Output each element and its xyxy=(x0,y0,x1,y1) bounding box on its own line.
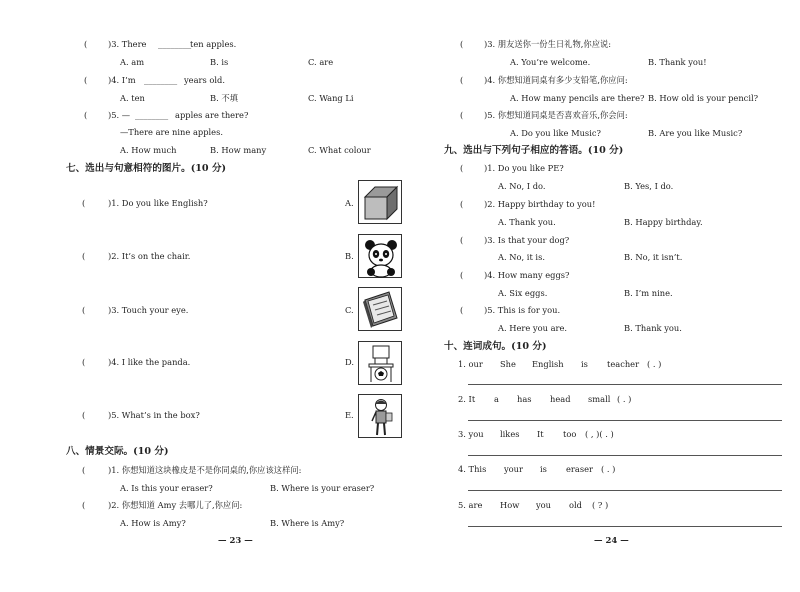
answer-paren[interactable]: ( xyxy=(82,305,86,315)
option-a[interactable]: A. No, I do. xyxy=(498,181,546,191)
answer-paren[interactable]: ( xyxy=(460,305,464,315)
answer-paren[interactable]: ( xyxy=(460,235,464,245)
question-text: years old. xyxy=(184,75,226,85)
page-number: — 23 — xyxy=(218,536,253,546)
word-item: has xyxy=(517,394,532,404)
question-number: )3. There xyxy=(108,39,147,49)
word-item: too xyxy=(563,429,577,439)
question-text: )1. 你想知道这块橡皮是不是你同桌的,你应该这样问: xyxy=(108,465,302,475)
panda-icon[interactable] xyxy=(358,234,402,278)
section-title: 十、连词成句。(10 分) xyxy=(444,341,547,352)
question-text: )4. 你想知道同桌有多少支铅笔,你应问: xyxy=(484,75,628,85)
option-b[interactable]: B. How old is your pencil? xyxy=(648,93,759,103)
question-text: )3. Touch your eye. xyxy=(108,305,189,315)
question-text: apples are there? xyxy=(175,110,249,120)
word-item: likes xyxy=(500,429,520,439)
option-a[interactable]: A. How much xyxy=(120,145,177,155)
question-line2: —There are nine apples. xyxy=(120,127,223,137)
word-item: is xyxy=(581,359,588,369)
option-a[interactable]: A. Thank you. xyxy=(498,217,556,227)
answer-paren[interactable]: ( xyxy=(82,198,86,208)
option-b[interactable]: B. No, it isn’t. xyxy=(624,252,683,262)
question-text: )5. 你想知道同桌是否喜欢音乐,你会问: xyxy=(484,110,628,120)
word-item: small xyxy=(588,394,611,404)
question-number: )5. — xyxy=(108,110,131,120)
option-a[interactable]: A. How is Amy? xyxy=(120,518,186,528)
word-item: ( . ) xyxy=(601,464,616,474)
question-number: )4. I’m xyxy=(108,75,136,85)
answer-paren[interactable]: ( xyxy=(82,410,86,420)
word-item: old xyxy=(569,500,582,510)
option-a[interactable]: A. You’re welcome. xyxy=(510,57,591,67)
picture-letter: D. xyxy=(345,357,354,367)
word-item: is xyxy=(540,464,547,474)
section-title: 八、情景交际。(10 分) xyxy=(66,446,169,457)
answer-paren[interactable]: ( xyxy=(460,199,464,209)
word-item: teacher xyxy=(607,359,640,369)
question-text: )2. It’s on the chair. xyxy=(108,251,191,261)
option-b[interactable]: B. is xyxy=(210,57,229,67)
fill-blank[interactable]: ________ xyxy=(158,39,192,49)
option-a[interactable]: A. ten xyxy=(120,93,145,103)
word-item: She xyxy=(500,359,516,369)
option-a[interactable]: A. Six eggs. xyxy=(498,288,548,298)
question-text: ten apples. xyxy=(190,39,237,49)
fill-blank[interactable]: ________ xyxy=(144,75,178,85)
answer-paren[interactable]: ( xyxy=(460,75,464,85)
word-item: a xyxy=(494,394,499,404)
word-item: 3. you xyxy=(458,429,484,439)
word-item: 5. are xyxy=(458,500,483,510)
word-item: It xyxy=(537,429,544,439)
option-a[interactable]: A. Here you are. xyxy=(498,323,568,333)
option-a[interactable]: A. No, it is. xyxy=(498,252,545,262)
answer-paren[interactable]: ( xyxy=(84,39,88,49)
answer-line[interactable] xyxy=(468,384,782,385)
answer-line[interactable] xyxy=(468,526,782,527)
word-item: How xyxy=(500,500,520,510)
question-text: )2. Happy birthday to you! xyxy=(484,199,596,209)
option-b[interactable]: B. Are you like Music? xyxy=(648,128,743,138)
option-c[interactable]: C. Wang Li xyxy=(308,93,354,103)
option-c[interactable]: C. are xyxy=(308,57,334,67)
answer-line[interactable] xyxy=(468,420,782,421)
option-a[interactable]: A. Do you like Music? xyxy=(510,128,601,138)
question-text: )5. What’s in the box? xyxy=(108,410,200,420)
option-b[interactable]: B. Happy birthday. xyxy=(624,217,703,227)
question-text: )3. 朋友送你一份生日礼物,你应说: xyxy=(484,39,612,49)
chair-ball-icon[interactable] xyxy=(358,341,402,385)
answer-paren[interactable]: ( xyxy=(84,110,88,120)
option-a[interactable]: A. am xyxy=(120,57,145,67)
word-item: your xyxy=(504,464,523,474)
option-a[interactable]: A. Is this your eraser? xyxy=(120,483,213,493)
boy-icon[interactable] xyxy=(358,394,402,438)
question-text: )1. Do you like English? xyxy=(108,198,208,208)
option-b[interactable]: B. How many xyxy=(210,145,267,155)
option-b[interactable]: B. Yes, I do. xyxy=(624,181,674,191)
answer-paren[interactable]: ( xyxy=(82,465,86,475)
page-number: — 24 — xyxy=(594,536,629,546)
question-text: )2. 你想知道 Amy 去哪儿了,你应问: xyxy=(108,500,243,510)
word-item: eraser xyxy=(566,464,593,474)
word-item: ( . ) xyxy=(647,359,662,369)
word-item: 2. It xyxy=(458,394,476,404)
picture-letter: A. xyxy=(345,198,354,208)
word-item: ( . ) xyxy=(617,394,632,404)
option-b[interactable]: B. Thank you. xyxy=(624,323,682,333)
answer-paren[interactable]: ( xyxy=(82,500,86,510)
answer-paren[interactable]: ( xyxy=(460,163,464,173)
option-c[interactable]: C. What colour xyxy=(308,145,371,155)
word-item: 1. our xyxy=(458,359,483,369)
book-icon[interactable] xyxy=(358,287,402,331)
option-a[interactable]: A. How many pencils are there? xyxy=(510,93,645,103)
word-item: head xyxy=(550,394,571,404)
answer-line[interactable] xyxy=(468,455,782,456)
word-item: ( ? ) xyxy=(592,500,609,510)
question-text: )1. Do you like PE? xyxy=(484,163,564,173)
picture-letter: C. xyxy=(345,305,354,315)
answer-paren[interactable]: ( xyxy=(82,357,86,367)
question-text: )5. This is for you. xyxy=(484,305,561,315)
word-item: you xyxy=(536,500,552,510)
answer-paren[interactable]: ( xyxy=(460,270,464,280)
option-b[interactable]: B. Thank you! xyxy=(648,57,707,67)
option-b[interactable]: B. Where is Amy? xyxy=(270,518,345,528)
section-title: 七、选出与句意相符的图片。(10 分) xyxy=(66,163,227,174)
option-b[interactable]: B. I’m nine. xyxy=(624,288,673,298)
word-item: English xyxy=(532,359,564,369)
picture-letter: B. xyxy=(345,251,354,261)
box-icon[interactable] xyxy=(358,180,402,224)
answer-paren[interactable]: ( xyxy=(460,110,464,120)
picture-letter: E. xyxy=(345,410,354,420)
fill-blank[interactable]: ________ xyxy=(135,110,169,120)
question-text: )4. How many eggs? xyxy=(484,270,570,280)
option-b[interactable]: B. 不填 xyxy=(210,93,238,103)
answer-paren[interactable]: ( xyxy=(460,39,464,49)
question-text: )3. Is that your dog? xyxy=(484,235,570,245)
word-item: 4. This xyxy=(458,464,487,474)
answer-paren[interactable]: ( xyxy=(84,75,88,85)
answer-paren[interactable]: ( xyxy=(82,251,86,261)
option-b[interactable]: B. Where is your eraser? xyxy=(270,483,375,493)
answer-line[interactable] xyxy=(468,490,782,491)
section-title: 九、选出与下列句子相应的答语。(10 分) xyxy=(444,145,624,156)
question-text: )4. I like the panda. xyxy=(108,357,191,367)
word-item: ( , )( . ) xyxy=(585,429,614,439)
